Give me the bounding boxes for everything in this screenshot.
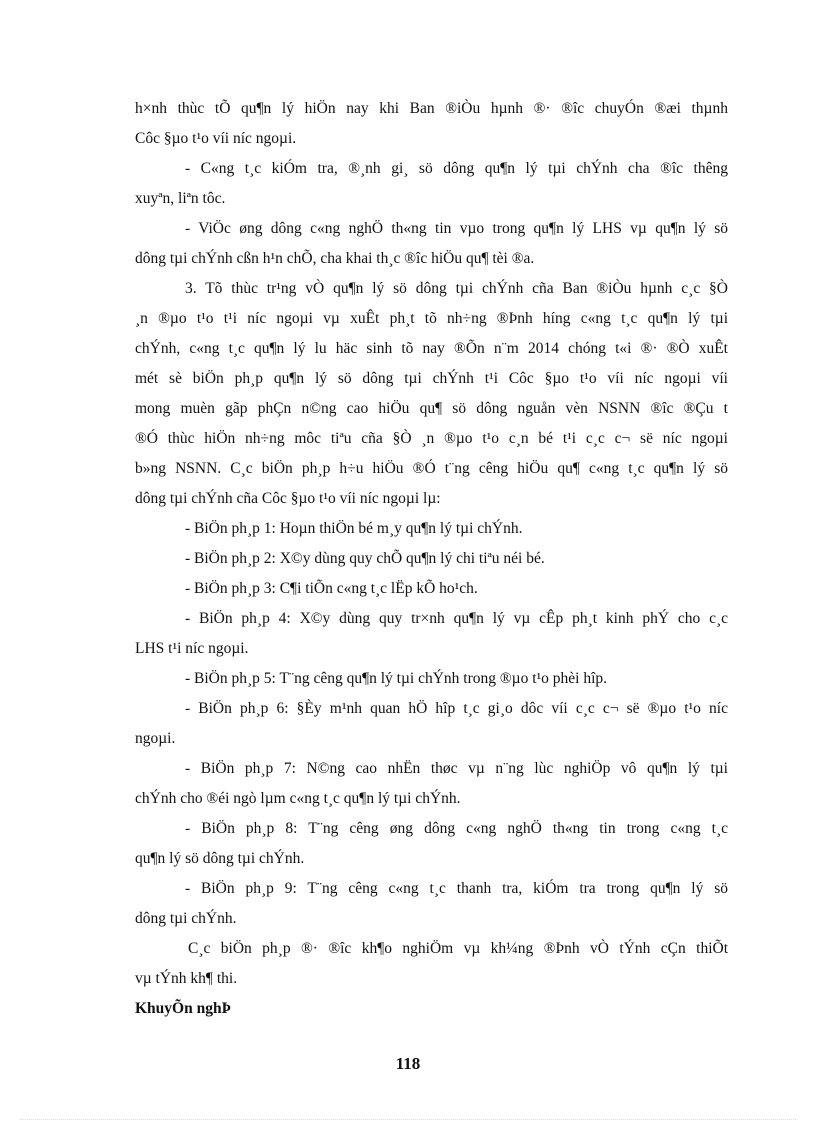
paragraph	[135, 874, 728, 934]
paragraph	[135, 514, 728, 544]
document-body	[135, 94, 728, 1024]
text-line: - C«ng t¸c kiÓm tra, ®¸nh gi¸ sö dông qu¶n lý tµi chÝnh cha ®îc thêng	[185, 160, 728, 177]
paragraph	[135, 664, 728, 694]
paragraph	[135, 154, 728, 214]
text-line: ngoµi.	[135, 730, 176, 747]
text-line: 3. Tõ thùc tr¹ng vÒ qu¶n lý sö dông tµi chÝnh cña Ban ®iÒu hµnh c¸c §Ò	[185, 280, 728, 297]
text-line: - BiÖn ph¸p 7: N©ng cao nhËn thøc vµ n¨ng lùc nghiÖp vô qu¶n lý tµi	[185, 760, 728, 777]
text-line: LHS t¹i níc ngoµi.	[135, 640, 249, 657]
paragraph	[135, 754, 728, 814]
text-line: - BiÖn ph¸p 9: T¨ng cêng c«ng t¸c thanh tra, kiÓm tra trong qu¶n lý sö	[185, 880, 728, 897]
text-line: - BiÖn ph¸p 8: T¨ng cêng øng dông c«ng nghÖ th«ng tin trong c«ng t¸c	[185, 820, 728, 837]
text-line: - BiÖn ph¸p 6: §Èy m¹nh quan hÖ hîp t¸c gi¸o dôc víi c¸c c¬ së ®µo t¹o níc	[185, 700, 728, 717]
text-line: - BiÖn ph¸p 5: T¨ng cêng qu¶n lý tµi chÝnh trong ®µo t¹o phèi hîp.	[185, 670, 608, 687]
paragraph	[135, 934, 728, 994]
paragraph	[135, 814, 728, 874]
paragraph	[135, 544, 728, 574]
paragraph	[135, 214, 728, 274]
paragraph	[135, 94, 728, 154]
paragraph	[135, 274, 728, 514]
text-line: dông tµi chÝnh cßn h¹n chÕ, cha khai th¸c ®îc hiÖu qu¶ tèi ®a.	[135, 250, 535, 267]
text-line: - ViÖc øng dông c«ng nghÖ th«ng tin vµo trong qu¶n lý LHS vµ qu¶n lý sö	[185, 220, 728, 237]
text-line: b»ng NSNN. C¸c biÖn ph¸p h÷u hiÖu ®Ó t¨ng cêng hiÖu qu¶ c«ng t¸c qu¶n lý sö	[135, 460, 728, 477]
text-line: mét sè biÖn ph¸p qu¶n lý sö dông tµi chÝnh t¹i Côc §µo t¹o víi níc ngoµi víi	[135, 370, 728, 387]
text-line: vµ tÝnh kh¶ thi.	[135, 970, 238, 987]
text-line: C¸c biÖn ph¸p ®· ®îc kh¶o nghiÖm vµ kh¼ng ®Þnh vÒ tÝnh cÇn thiÕt	[188, 940, 728, 957]
section-heading: KhuyÕn nghÞ	[135, 1000, 232, 1017]
text-line: chÝnh cho ®éi ngò lµm c«ng t¸c qu¶n lý tµi chÝnh.	[135, 790, 461, 807]
text-line: - BiÖn ph¸p 1: Hoµn thiÖn bé m¸y qu¶n lý tµi chÝnh.	[185, 520, 523, 537]
page-bottom-divider	[20, 1119, 796, 1120]
text-line: - BiÖn ph¸p 4: X©y dùng quy tr×nh qu¶n lý vµ cÊp ph¸t kinh phÝ cho c¸c	[185, 610, 728, 627]
text-line: ®Ó thùc hiÖn nh÷ng môc tiªu cña §Ò ¸n ®µo t¹o c¸n bé t¹i c¸c c¬ së níc ngoµi	[135, 430, 728, 447]
text-line: mong muèn gãp phÇn n©ng cao hiÖu qu¶ sö dông nguån vèn NSNN ®îc ®Çu t	[135, 400, 728, 417]
text-line: ¸n ®µo t¹o t¹i níc ngoµi vµ xuÊt ph¸t tõ nh÷ng ®Þnh híng c«ng t¸c qu¶n lý tµi	[135, 310, 728, 327]
text-line: h×nh thùc tÕ qu¶n lý hiÖn nay khi Ban ®iÒu hµnh ®· ®îc chuyÓn ®æi thµnh	[135, 100, 728, 117]
text-line: dông tµi chÝnh cña Côc §µo t¹o víi níc ngoµi lµ:	[135, 490, 441, 507]
page-number: 118	[395, 1054, 421, 1073]
text-line: chÝnh, c«ng t¸c qu¶n lý lu häc sinh tõ nay ®Õn n¨m 2014 chóng t«i ®· ®Ò xuÊt	[135, 340, 728, 357]
paragraph	[135, 694, 728, 754]
text-line: Côc §µo t¹o víi níc ngoµi.	[135, 130, 297, 147]
text-line: xuyªn, liªn tôc.	[135, 190, 226, 207]
text-line: - BiÖn ph¸p 3: C¶i tiÕn c«ng t¸c lËp kÕ ho¹ch.	[185, 580, 478, 597]
paragraph	[135, 604, 728, 664]
text-line: - BiÖn ph¸p 2: X©y dùng quy chÕ qu¶n lý chi tiªu néi bé.	[185, 550, 545, 567]
text-line: qu¶n lý sö dông tµi chÝnh.	[135, 850, 305, 867]
paragraph	[135, 574, 728, 604]
text-line: dông tµi chÝnh.	[135, 910, 237, 927]
